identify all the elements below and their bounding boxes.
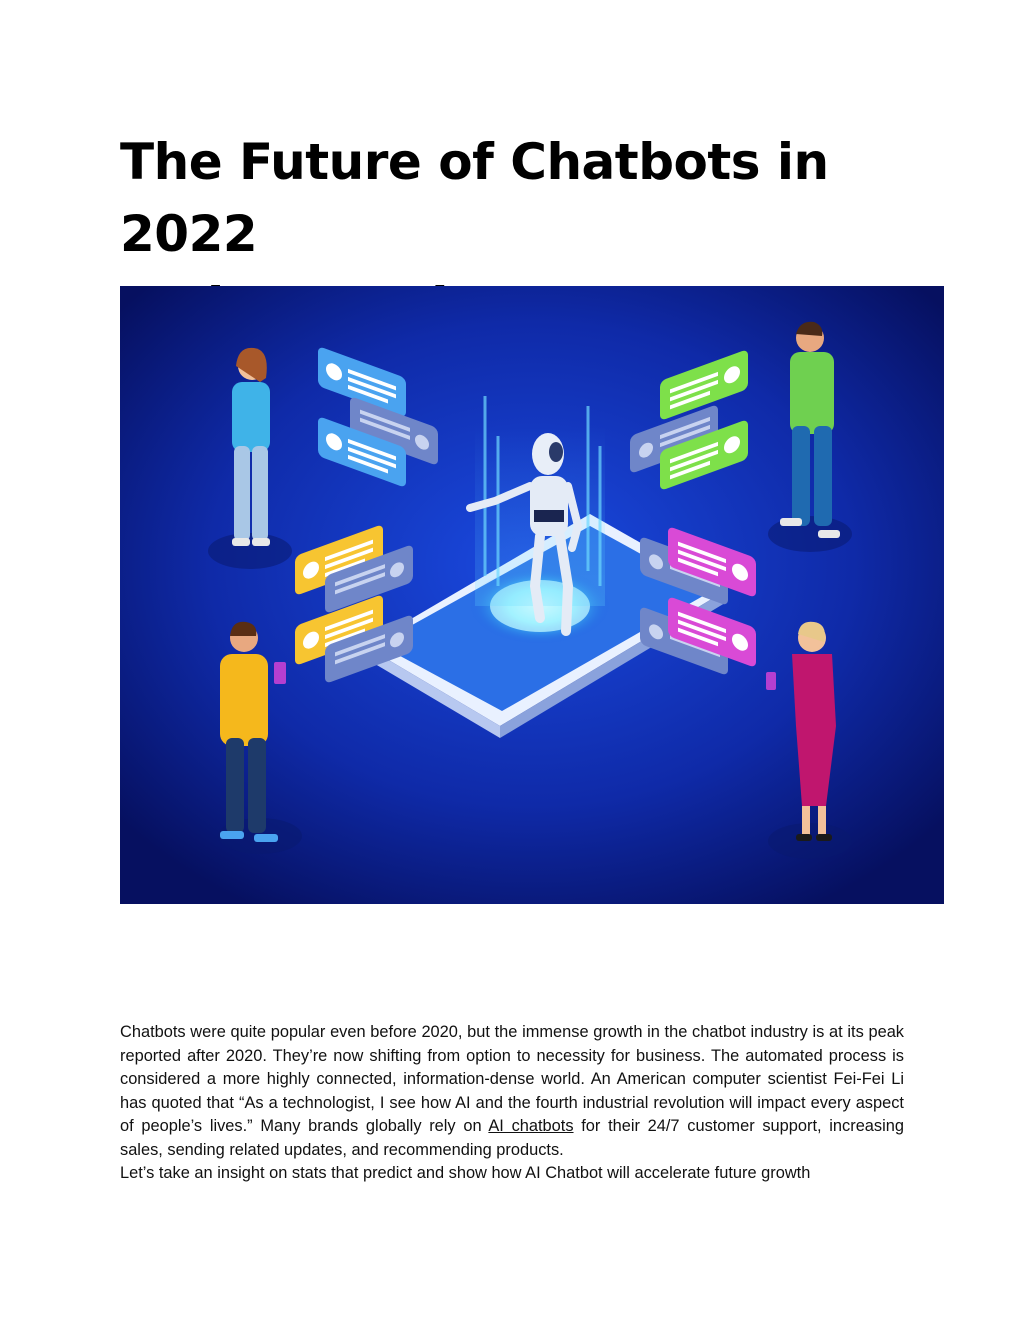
- title-line-1: The Future of Chatbots in 2022: [120, 133, 829, 263]
- ai-chatbots-link[interactable]: AI chatbots: [488, 1117, 574, 1135]
- paragraph-text-2: for their 24/7 customer support, increasing sales, sending related updates, and recommending products.: [120, 1117, 904, 1159]
- hero-illustration: [120, 286, 944, 904]
- paragraph-last-line: Let’s take an insight on stats that predict and show how AI Chatbot will accelerate future growth: [120, 1164, 811, 1182]
- paragraph-text-1: Chatbots were quite popular even before 2020, but the immense growth in the chatbot industry is at its peak reported after 2020. They’re now shifting from option to necessity for business. The automated process is considered a more highly connected, information-dense world. An American computer scientist Fei-Fei Li has quoted that “As a technologist, I see how AI and the fourth industrial revolution will impact every aspect of people’s lives.” Many brands globally rely on: [120, 1023, 904, 1135]
- intro-paragraph: [120, 1021, 904, 1186]
